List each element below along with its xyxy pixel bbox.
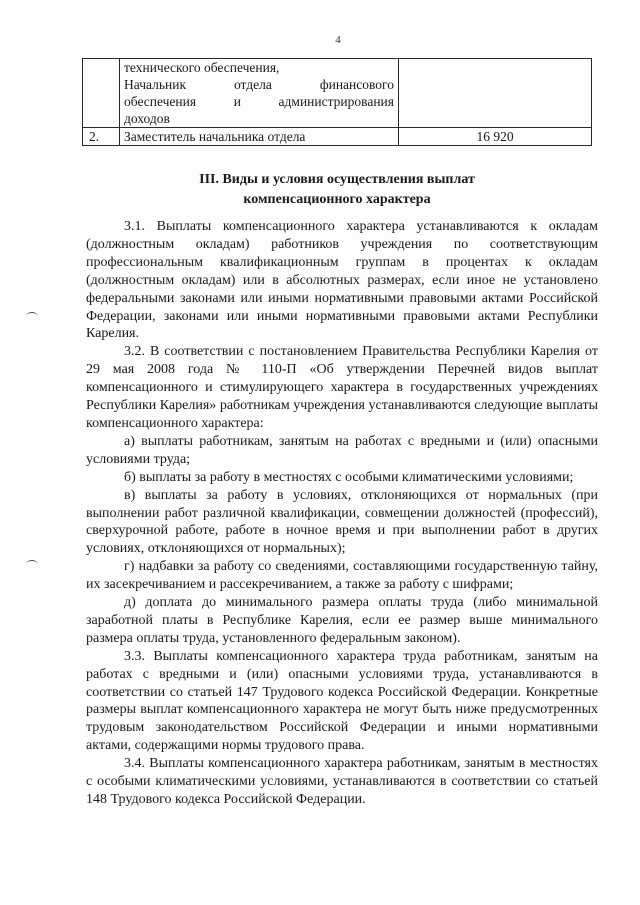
section-title-line: компенсационного характера [243,192,431,207]
position-line: Начальник отдела финансового [124,77,394,92]
salary-amount-cell [399,59,592,128]
position-cell: Заместитель начальника отдела [120,128,399,146]
list-item-d: д) доплата до минимального размера оплаты труда (либо минимальной заработной платы в Республике Карелия, если ее размер выше минимального размера оплаты труда, установленного федеральным законом). [86,595,598,646]
position-cell [120,59,399,128]
row-number-cell: 2. [83,128,120,146]
list-item-g: г) надбавки за работу со сведениями, составляющими государственную тайну, их засекречиванием и рассекречиванием, а также за работу с шифрами; [86,559,598,593]
page-number: 4 [335,34,341,46]
position-line: обеспечения и администрирования [124,94,394,109]
section-title-line: III. Виды и условия осуществления выплат [199,172,475,187]
table-row [83,59,592,128]
position-line: доходов [124,111,170,126]
paragraph-3-1: 3.1. Выплаты компенсационного характера устанавливаются к окладам (должностным окладам) работников учреждения по соответствующим профессиональным квалификационным группам в процентах к окладам (должностным окладам) или в абсолютных размерах, если иное не установлено федеральными законами или иными нормативными правовыми актами Российской Федерации, законами или иными нормативными правовыми актами Республики Карелия. [86,219,598,342]
salary-amount-cell: 16 920 [399,128,592,146]
list-item-a: а) выплаты работникам, занятым на работах с вредными и (или) опасными условиями труда; [86,433,598,467]
salary-table [82,58,592,146]
list-item-v: в) выплаты за работу в условиях, отклоняющихся от нормальных (при выполнении работ различной квалификации, совмещении должностей (профессий), сверхурочной работе, работе в ночное время и при выполнении работ в других условиях, отклоняющихся от нормальных); [86,487,598,557]
section-body [86,218,598,809]
punch-hole-mark [26,312,38,321]
table-row [83,128,592,146]
section-title [82,170,592,210]
paragraph-3-3: 3.3. Выплаты компенсационного характера труда работникам, занятым на работах с вредными и (или) опасными условиями труда, устанавливаются в соответствии со статьей 147 Трудового кодекса Российской Федерации. Конкретные размеры выплат компенсационного характера не могут быть ниже предусмотренных трудовым законодательством Российской Федерации и иными нормативными актами, содержащими нормы трудового права. [86,648,598,754]
paragraph-3-4: 3.4. Выплаты компенсационного характера работникам, занятым в местностях с особыми климатическими условиями, устанавливаются в соответствии со статьей 148 Трудового кодекса Российской Федерации. [86,756,598,807]
punch-hole-mark [26,560,38,569]
list-item-b: б) выплаты за работу в местностях с особыми климатическими условиями; [124,469,574,485]
position-line: технического обеспечения, [124,60,280,75]
row-number-cell [83,59,120,128]
paragraph-3-2: 3.2. В соответствии с постановлением Правительства Республики Карелия от 29 мая 2008 года № 110-П «Об утверждении Перечней видов выплат компенсационного и стимулирующего характера в государственных учреждениях Республики Карелия» работникам учреждения устанавливаются следующие выплаты компенсационного характера: [86,344,598,431]
